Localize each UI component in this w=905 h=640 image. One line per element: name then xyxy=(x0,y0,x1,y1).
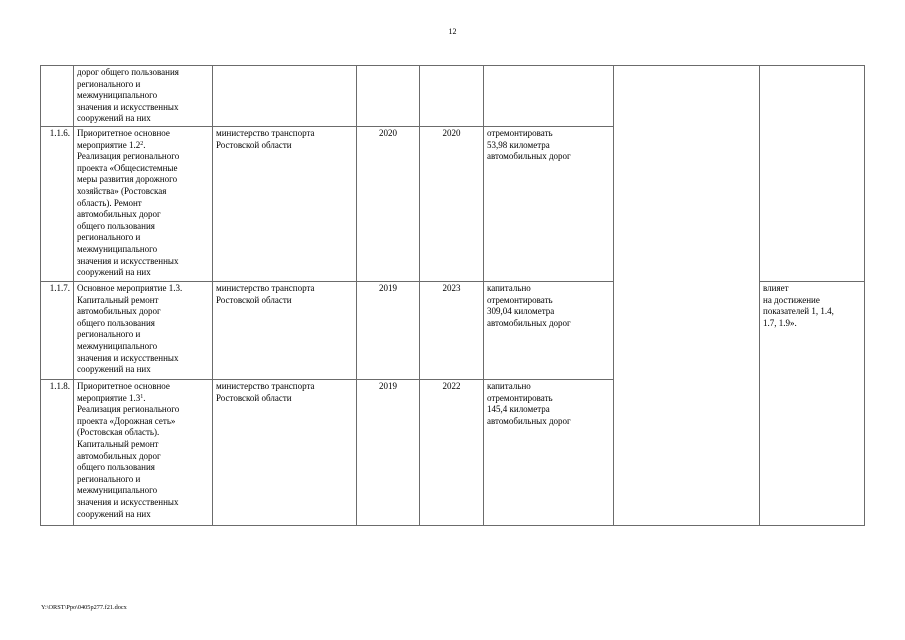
measure-name-line: значения и искусственных xyxy=(77,496,179,507)
table-row xyxy=(41,66,865,127)
result-cell xyxy=(484,379,614,525)
measures-table xyxy=(40,65,865,526)
measure-name-line: Реализация регионального xyxy=(77,151,180,162)
measure-name-line: значения и искусственных xyxy=(77,101,179,112)
indicator-line: влияет xyxy=(763,282,789,293)
executor-cell xyxy=(213,126,357,281)
measure-name-line: регионального и xyxy=(77,473,141,484)
measure-name-line: межмуниципального xyxy=(77,243,158,254)
measure-name-line: Приоритетное основное xyxy=(77,127,170,138)
indicator-line: 1.7, 1.9». xyxy=(763,317,797,328)
executor-cell xyxy=(213,379,357,525)
measure-name-line: значения и искусственных xyxy=(77,255,179,266)
end-year-cell xyxy=(420,66,484,127)
measure-name-line: сооружений на них xyxy=(77,508,151,519)
result-line: автомобильных дорог xyxy=(487,317,571,328)
result-line: отремонтировать xyxy=(487,127,553,138)
result-line: автомобильных дорог xyxy=(487,415,571,426)
executor-line: министерство транспорта xyxy=(216,380,315,391)
executor-line: министерство транспорта xyxy=(216,127,315,138)
measure-name-line: Капитальный ремонт xyxy=(77,438,159,449)
measure-name-line: сооружений на них xyxy=(77,267,151,278)
executor-line: Ростовской области xyxy=(216,294,292,305)
measure-name-line: общего пользования xyxy=(77,462,155,473)
measure-name-line: область). Ремонт xyxy=(77,197,142,208)
indicator-cell xyxy=(760,66,865,282)
document-file-path: Y:\ORST\Ppo\0405p277.f21.docx xyxy=(41,604,127,611)
end-year-cell: 2022 xyxy=(420,379,484,525)
measure-name-line: общего пользования xyxy=(77,220,155,231)
measure-name-line: мероприятие $1.3^1$. xyxy=(77,392,146,403)
indicator-line: показателей 1, 1.4, xyxy=(763,306,834,317)
footnote-mark: 1 xyxy=(140,393,144,400)
row-number-cell: 1.1.8. xyxy=(41,379,74,525)
measure-name-line: Основное мероприятие 1.3. xyxy=(77,282,183,293)
measure-name-line: Капитальный ремонт xyxy=(77,294,159,305)
measure-name-line: сооружений на них xyxy=(77,364,151,375)
row-number-cell xyxy=(41,66,74,127)
result-line: отремонтировать xyxy=(487,392,553,403)
result-line: 53,98 километра xyxy=(487,139,550,150)
end-year-cell: 2023 xyxy=(420,281,484,379)
measure-name-line: межмуниципального xyxy=(77,90,158,101)
result-cell xyxy=(484,126,614,281)
start-year-cell xyxy=(357,66,420,127)
result-cell xyxy=(484,281,614,379)
measure-name-line: регионального и xyxy=(77,329,141,340)
measure-name-line: регионального и xyxy=(77,232,141,243)
measure-name-line: проекта «Дорожная сеть» xyxy=(77,415,176,426)
measure-name-cell xyxy=(74,66,213,127)
indicator-line: на достижение xyxy=(763,294,820,305)
footnote-mark: 2 xyxy=(140,140,144,147)
executor-line: Ростовской области xyxy=(216,139,292,150)
result-line: автомобильных дорог xyxy=(487,151,571,162)
measure-name-line: Реализация регионального xyxy=(77,404,180,415)
measure-name-line: Приоритетное основное xyxy=(77,380,170,391)
end-year-cell: 2020 xyxy=(420,126,484,281)
start-year-cell: 2020 xyxy=(357,126,420,281)
measure-name-line: межмуниципального xyxy=(77,340,158,351)
measure-name-line: межмуниципального xyxy=(77,485,158,496)
measure-name-line: хозяйства» (Ростовская xyxy=(77,185,167,196)
measure-name-cell xyxy=(74,126,213,281)
indicator-cell xyxy=(760,281,865,525)
result-line: 309,04 километра xyxy=(487,306,555,317)
page-number: 12 xyxy=(448,27,457,36)
measure-name-line: (Ростовская область). xyxy=(77,427,160,438)
measure-name-line: проекта «Общесистемные xyxy=(77,162,178,173)
measure-name-cell xyxy=(74,379,213,525)
start-year-cell: 2019 xyxy=(357,379,420,525)
measure-name-line: автомобильных дорог xyxy=(77,209,161,220)
measure-name-line: автомобильных дорог xyxy=(77,306,161,317)
result-line: капитально xyxy=(487,380,531,391)
measure-name-line: значения и искусственных xyxy=(77,352,179,363)
consequences-cell xyxy=(614,66,760,526)
row-number-cell: 1.1.6. xyxy=(41,126,74,281)
executor-cell xyxy=(213,66,357,127)
result-line: 145,4 километра xyxy=(487,404,550,415)
executor-line: министерство транспорта xyxy=(216,282,315,293)
row-number-cell: 1.1.7. xyxy=(41,281,74,379)
measure-name-line: автомобильных дорог xyxy=(77,450,161,461)
result-cell xyxy=(484,66,614,127)
measure-name-line: дорог общего пользования xyxy=(77,67,179,77)
measure-name-line: меры развития дорожного xyxy=(77,174,178,185)
result-line: капитально xyxy=(487,282,531,293)
start-year-cell: 2019 xyxy=(357,281,420,379)
measure-name-line: общего пользования xyxy=(77,317,155,328)
measure-name-line: регионального и xyxy=(77,78,141,89)
executor-cell xyxy=(213,281,357,379)
measure-name-line: мероприятие $1.2^2$. xyxy=(77,139,146,150)
executor-line: Ростовской области xyxy=(216,392,292,403)
measure-name-cell xyxy=(74,281,213,379)
result-line: отремонтировать xyxy=(487,294,553,305)
measure-name-line: сооружений на них xyxy=(77,113,151,124)
